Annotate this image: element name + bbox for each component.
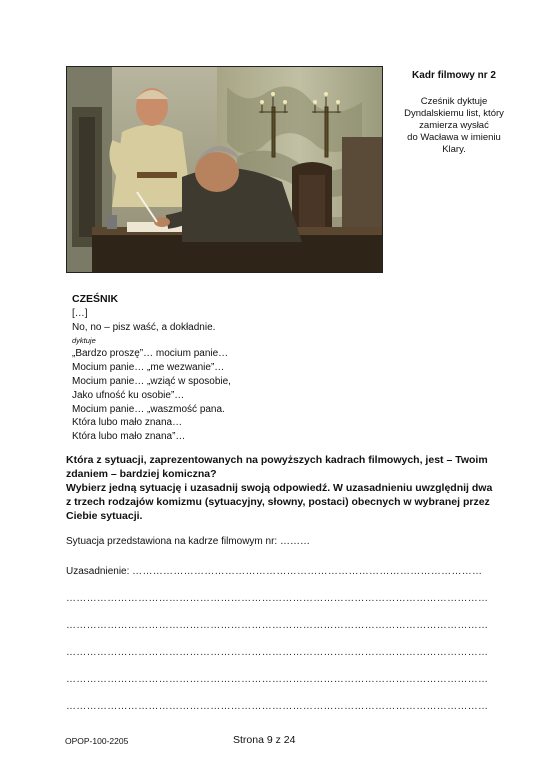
answer-line[interactable]: ……………………………………………………………………………………………………………	[66, 701, 489, 712]
task-line: z trzech rodzajów komizmu (sytuacyjny, słowny, postaci) obecnych w wybranej przez	[66, 496, 490, 508]
frame-caption	[395, 70, 513, 156]
task-line: Która z sytuacji, zaprezentowanych na powyższych kadrach filmowych, jest – Twoim	[66, 454, 488, 466]
exam-code: OPOP-100-2205	[65, 736, 129, 746]
task-line: Ciebie sytuacji.	[66, 510, 143, 522]
caption-title: Kadr filmowy nr 2	[412, 70, 496, 81]
caption-line: do Wacława w imieniu	[407, 132, 501, 143]
dialogue-line: Która lubo mało znana”…	[72, 431, 186, 443]
answer-line[interactable]: ……………………………………………………………………………………………………………	[66, 620, 489, 631]
caption-description	[395, 96, 513, 156]
dialogue-line: Mocium panie… „wziąć w sposobie,	[72, 375, 231, 387]
speaker-name: CZEŚNIK	[72, 293, 119, 305]
dialogue-line: Mocium panie… „me wezwanie”…	[72, 362, 225, 374]
task-instructions	[66, 453, 496, 523]
caption-line: Dyndalskiemu list, który	[404, 108, 504, 119]
task-line: Wybierz jedną sytuację i uzasadnij swoją odpowiedź. W uzasadnieniu uwzględnij dwa	[66, 482, 493, 494]
answer-line[interactable]: ……………………………………………………………………………………………………………	[66, 674, 489, 685]
situation-answer-field[interactable]: Sytuacja przedstawiona na kadrze filmowym nr: ………	[66, 536, 310, 547]
answer-dots: …………………………………………………………………………………………	[132, 566, 483, 577]
caption-line: Klary.	[442, 144, 466, 155]
film-still-image	[66, 66, 383, 273]
dialogue-line: No, no – pisz waść, a dokładnie.	[72, 321, 216, 333]
caption-line: Cześnik dyktuje	[420, 96, 488, 107]
film-scene-illustration	[67, 67, 382, 272]
dialogue-line: Mocium panie… „waszmość pana.	[72, 403, 225, 415]
justification-label: Uzasadnienie:	[66, 566, 133, 577]
task-line: zdaniem – bardziej komiczna?	[66, 468, 217, 480]
justification-answer-field[interactable]	[66, 566, 482, 577]
answer-line[interactable]: ……………………………………………………………………………………………………………	[66, 593, 489, 604]
answer-line[interactable]: ……………………………………………………………………………………………………………	[66, 647, 489, 658]
page-number: Strona 9 z 24	[233, 734, 296, 746]
dialogue-excerpt	[72, 293, 231, 444]
dialogue-line: „Bardzo proszę”… mocium panie…	[72, 348, 229, 360]
stage-direction: dyktuje	[72, 336, 96, 346]
dialogue-line: Która lubo mało znana…	[72, 417, 183, 429]
dialogue-line: […]	[72, 307, 88, 319]
caption-line: zamierza wysłać	[419, 120, 489, 131]
dialogue-line: Jako ufność ku osobie”…	[72, 389, 185, 401]
